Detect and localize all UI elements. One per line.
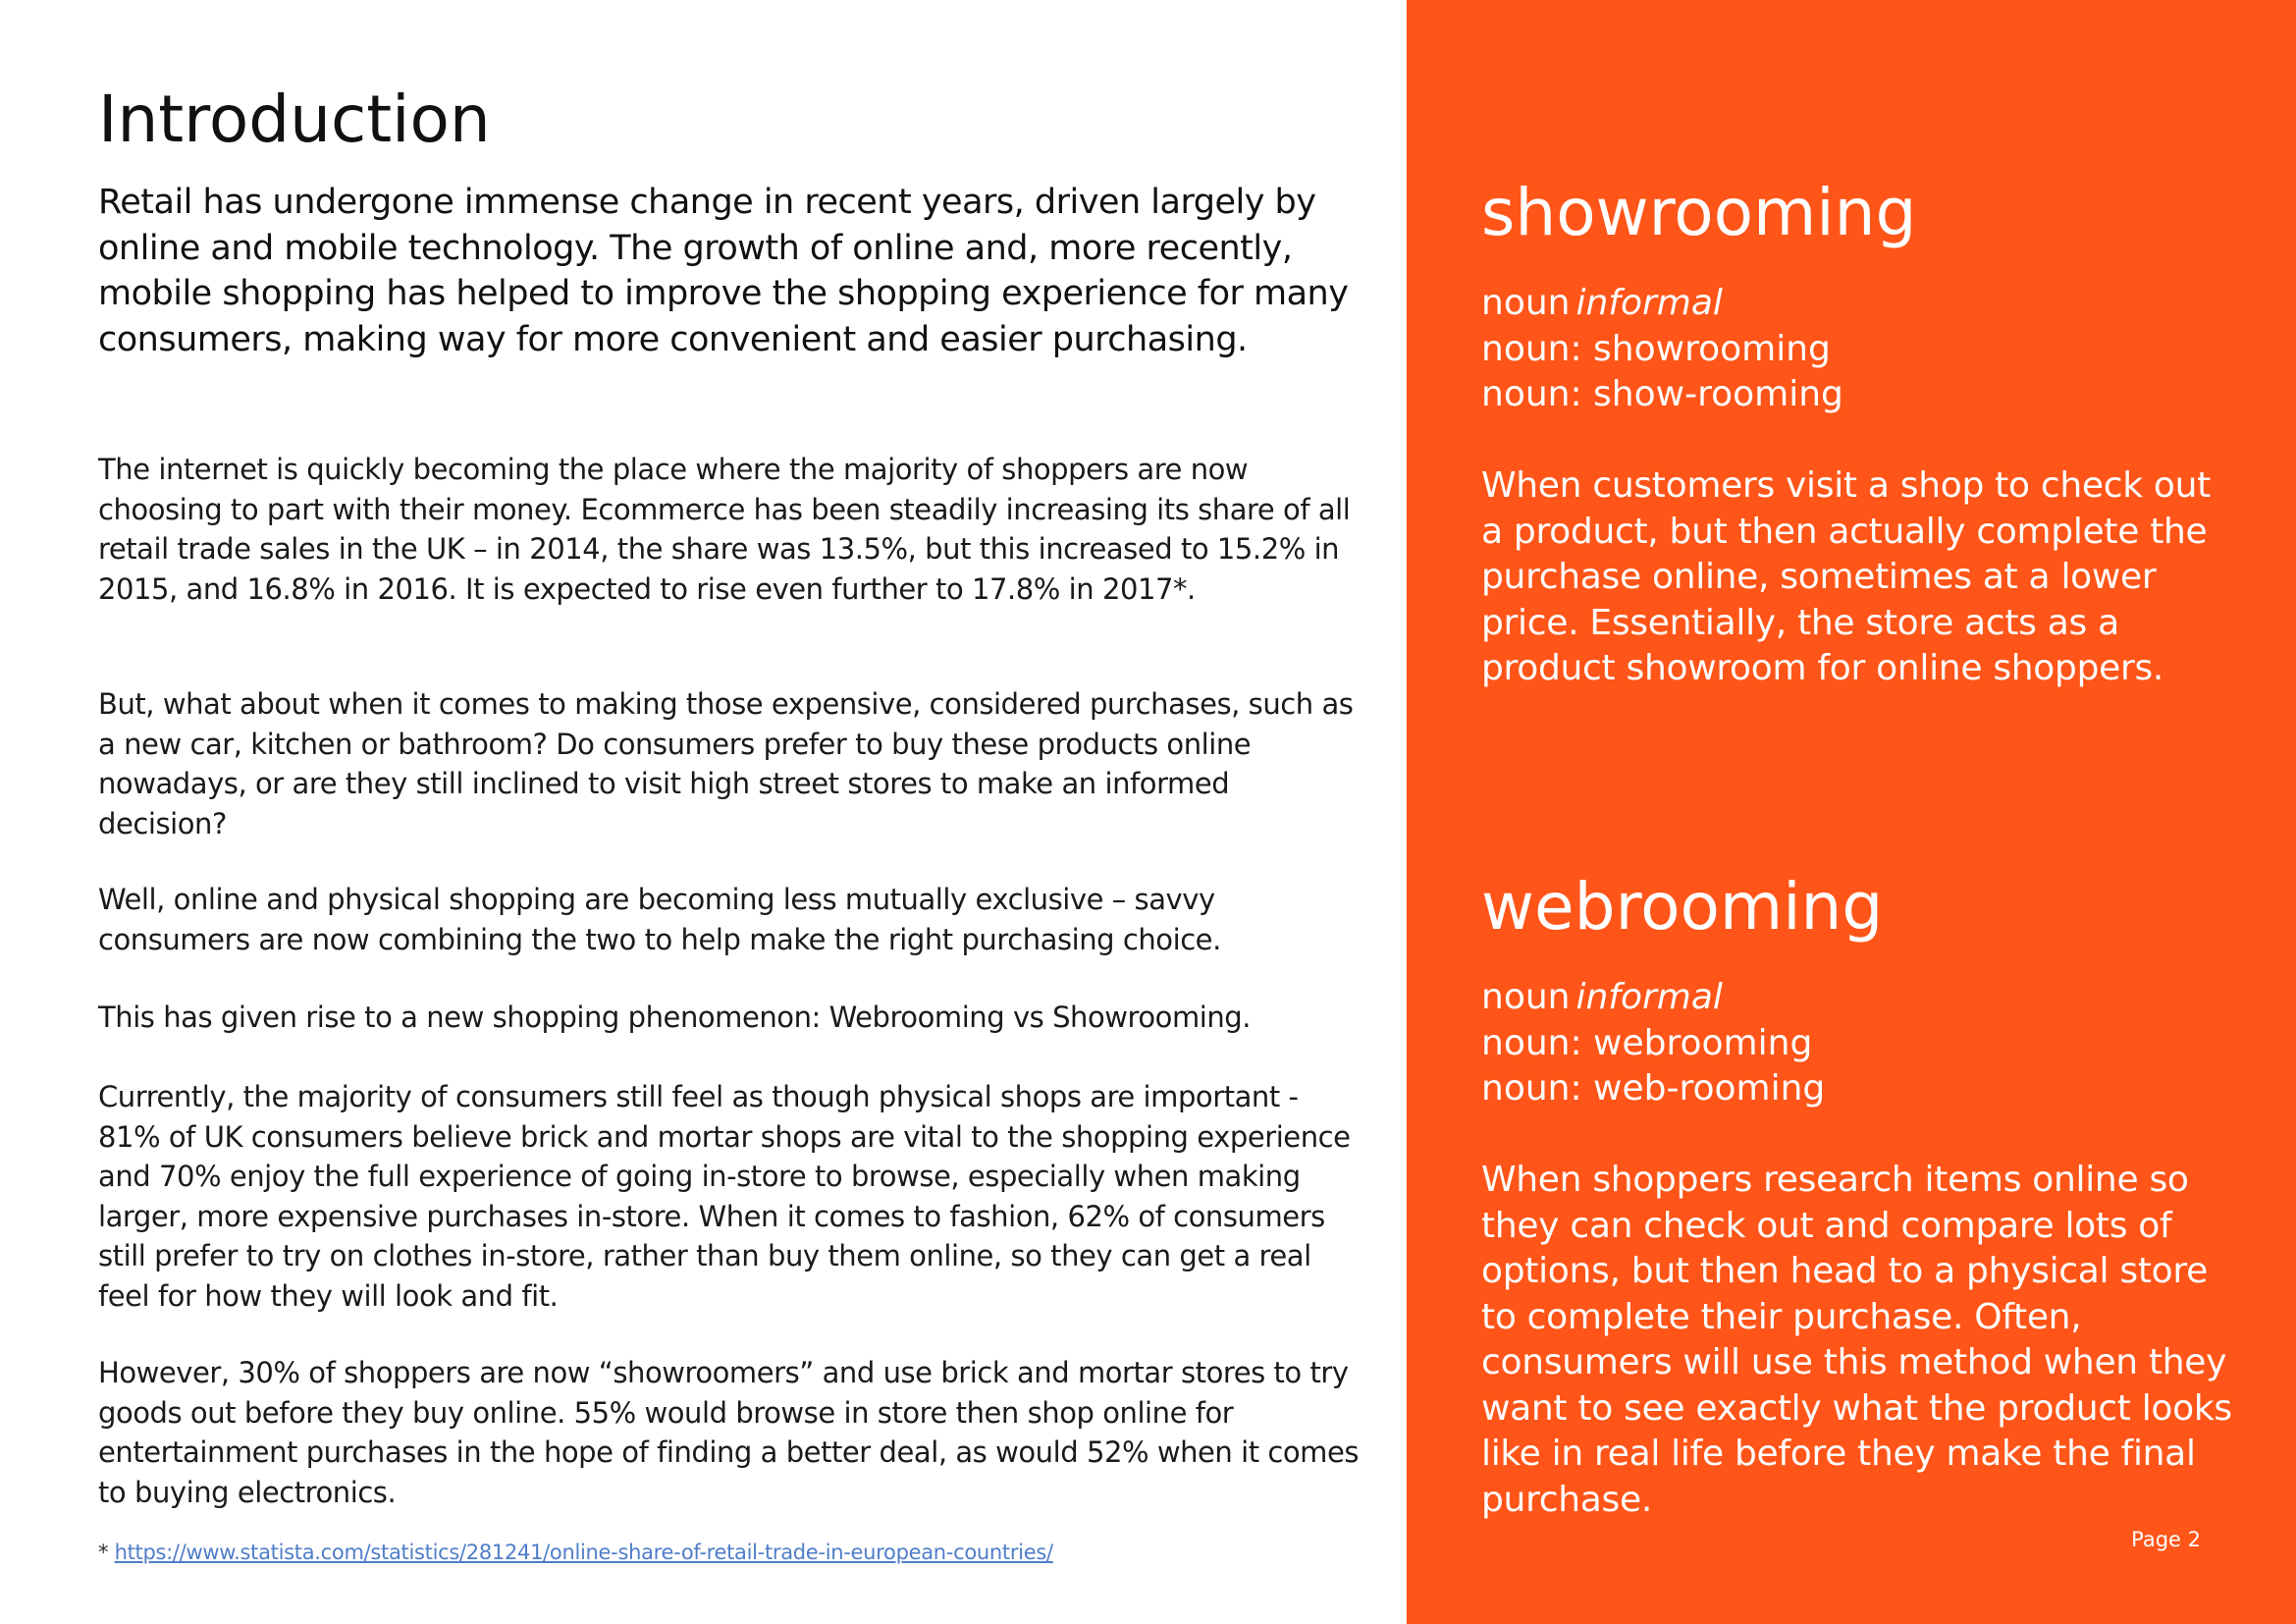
body-paragraph-phenomenon: This has given rise to a new shopping phenomenon: Webrooming vs Showrooming. (98, 1001, 1252, 1034)
showrooming-pos-line (1481, 281, 2247, 327)
body-paragraph-considered-purchases: But, what about when it comes to making those expensive, considered purchases, such as a new car, kitchen or bathroom? Do consumers prefer to buy these products online nowadays, or are they still inclined to visit high street stores to make an informed decision? (98, 687, 1354, 840)
webrooming-register: informal (1575, 977, 1723, 1017)
definitions-sidebar (1407, 0, 2296, 1624)
page-number: Page 2 (2131, 1528, 2201, 1551)
showrooming-register: informal (1575, 283, 1723, 323)
showrooming-pos: noun (1481, 283, 1571, 323)
footnote (98, 1538, 1053, 1567)
showrooming-form-2: noun: show-rooming (1481, 374, 1843, 414)
lead-paragraph: Retail has undergone immense change in recent years, driven largely by online and mobile technology. The growth of online and, more recently, mobile shopping has helped to improve the shopping experience for many consumers, making way for more convenient and easier purchasing. (98, 183, 1349, 359)
showrooming-definition-block (1481, 281, 2247, 692)
webrooming-definition: When shoppers research items online so they can check out and compare lots of options, but then head to a physical store to complete their purchase. Often, consumers will use this method when they want to see exactly what the product looks like in real life before they make the final purchase. (1481, 1160, 2232, 1520)
page-title: Introduction (98, 81, 491, 157)
webrooming-term: webrooming (1481, 869, 1884, 945)
showrooming-definition: When customers visit a shop to check out a product, but then actually complete the purchase online, sometimes at a lower price. Essentially, the store acts as a product showroom for online shoppers. (1481, 465, 2211, 688)
body-paragraph-statistics: Currently, the majority of consumers still feel as though physical shops are important - 81% of UK consumers believe brick and mortar shops are vital to the shopping experience and 70% enjoy the full experience of going in-store to browse, especially when making larger, more expensive purchases in-store. When it comes to fashion, 62% of consumers still prefer to try on clothes in-store, rather than buy them online, so they can get a real feel for how they will look and fit. (98, 1080, 1351, 1313)
body-paragraph-ecommerce-share: The internet is quickly becoming the place where the majority of shoppers are now choosing to part with their money. Ecommerce has been steadily increasing its share of all retail trade sales in the UK – in 2014, the share was 13.5%, but this increased to 15.2% in 2015, and 16.8% in 2016. It is expected to rise even further to 17.8% in 2017*. (98, 453, 1351, 606)
showrooming-term: showrooming (1481, 175, 1917, 250)
footnote-marker: * (98, 1541, 109, 1564)
webrooming-form-1: noun: webrooming (1481, 1022, 1813, 1063)
main-column (98, 0, 1364, 1624)
webrooming-pos: noun (1481, 977, 1571, 1017)
showrooming-form-1: noun: showrooming (1481, 328, 1831, 369)
body-paragraph-mutually-exclusive: Well, online and physical shopping are becoming less mutually exclusive – savvy consumers are now combining the two to help make the right purchasing choice. (98, 883, 1221, 956)
webrooming-pos-line (1481, 975, 2247, 1021)
webrooming-definition-block (1481, 975, 2247, 1523)
footnote-source-link[interactable]: https://www.statista.com/statistics/281241/online-share-of-retail-trade-in-european-countries/ (114, 1541, 1053, 1564)
body-paragraph-showroomers: However, 30% of shoppers are now “showroomers” and use brick and mortar stores to try goods out before they buy online. 55% would browse in store then shop online for entertainment purchases in the hope of finding a better deal, as would 52% when it comes to buying electronics. (98, 1356, 1360, 1509)
webrooming-form-2: noun: web-rooming (1481, 1068, 1826, 1109)
